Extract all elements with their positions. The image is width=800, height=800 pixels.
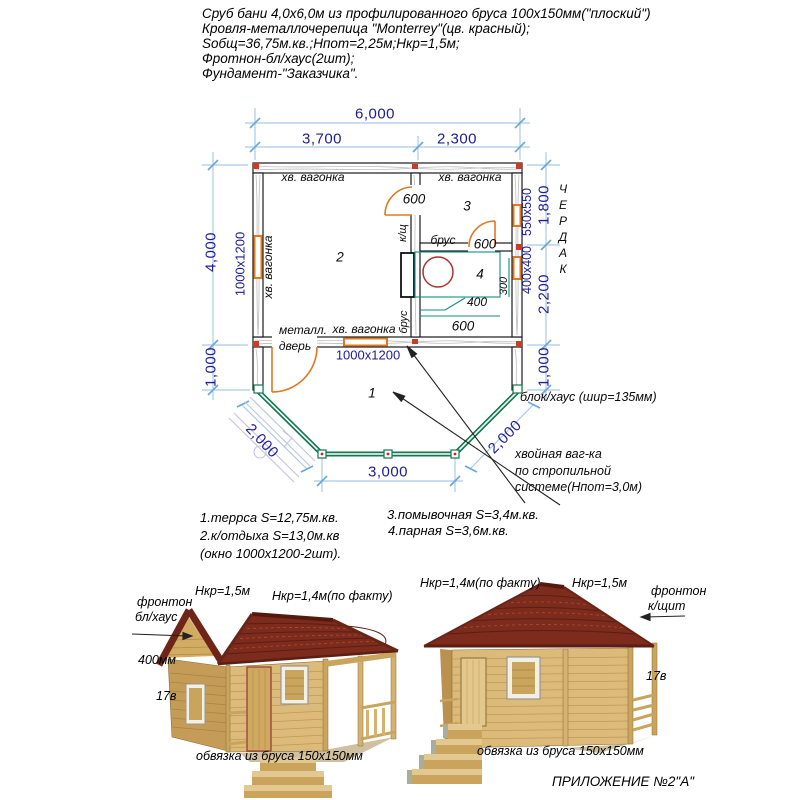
dim-side: 4,000 xyxy=(202,231,220,273)
legend-item-window-note: (окно 1000х1200-2шт). xyxy=(200,546,342,561)
left-view-hkr15-label: Нкр=1,5м xyxy=(195,584,251,598)
legend-item-rest-room: 2.к/отдыха S=13,0м.кв xyxy=(200,528,340,543)
dim-300-stove: 300 xyxy=(498,276,510,296)
right-view-17v-label: 17в xyxy=(646,669,667,683)
paneling-label-top-left: хв. вагонка xyxy=(281,170,345,184)
right-view-hkr14-label: Нкр=1,4м(по факту) xyxy=(420,576,541,590)
paneling-label-top-right: хв. вагонка xyxy=(438,170,502,184)
window-label-bottom: 1000х1200 xyxy=(335,347,401,363)
paneling-label-bottom: хв. вагонка xyxy=(332,322,396,336)
legend-item-terrace: 1.террса S=12,75м.кв. xyxy=(200,510,339,525)
left-view-blockhouse-label: бл/хаус xyxy=(135,610,178,624)
dim-right-bottom: 1,000 xyxy=(535,346,553,388)
blockhouse-note: блок/хаус (шир=135мм) xyxy=(520,390,657,404)
dim-chamfer-left: 2,000 xyxy=(242,420,282,462)
title-line: Фундамент-"Заказчика". xyxy=(202,66,359,81)
metal-label: металл. xyxy=(278,323,328,337)
door-word-label: дверь xyxy=(278,339,312,353)
room-number-4: 4 xyxy=(476,266,484,282)
dim-chamfer-right: 2,000 xyxy=(484,416,526,458)
dim-bottom: 3,000 xyxy=(367,463,409,481)
dim-left-span: 3,700 xyxy=(301,130,343,148)
right-view-shield-label: к/щит xyxy=(648,599,686,613)
legend-item-steam: 4.парная S=3,6м.кв. xyxy=(388,523,509,538)
title-line: Sобщ=36,75м.кв.;Нпот=2,25м;Нкр=1,5м; xyxy=(202,36,460,51)
door-width-right: 600 xyxy=(473,236,497,252)
brus-label-h: брус xyxy=(430,233,456,247)
room-number-2: 2 xyxy=(336,249,344,265)
dim-right-mid: 2,200 xyxy=(535,273,553,315)
window-label-left: 1000х1200 xyxy=(232,231,248,297)
room-number-1: 1 xyxy=(368,385,376,401)
rafter-note-line: по стропильной xyxy=(515,463,611,478)
dim-right-span: 2,300 xyxy=(436,130,478,148)
window-label-400: 400х400 xyxy=(520,246,534,294)
right-view-hkr15-label: Нкр=1,5м xyxy=(572,576,628,590)
stove xyxy=(401,253,453,297)
attic-label: ЧЕРДАК xyxy=(556,182,570,278)
left-view-obvyazka-label: обвязка из бруса 150х150мм xyxy=(196,749,363,763)
right-view-obvyazka-label: обвязка из бруса 150х150мм xyxy=(477,744,644,758)
terrace-balustrade xyxy=(254,385,522,458)
dim-right-top: 1,800 xyxy=(535,184,553,226)
title-line: Фротнон-бл/хаус(2шт); xyxy=(202,51,355,66)
paneling-label-left: хв. вагонка xyxy=(261,235,275,299)
rafter-note-line: хвойная ваг-ка xyxy=(515,447,602,461)
room-number-3: 3 xyxy=(463,198,471,214)
left-view-hkr14-label: Нкр=1,4м(по факту) xyxy=(272,589,393,603)
legend-item-washing: 3.помывочная S=3,4м.кв. xyxy=(387,507,539,522)
dim-side-terrace: 1,000 xyxy=(202,346,220,388)
door-width-top: 600 xyxy=(402,191,426,207)
rafter-note xyxy=(515,446,642,496)
brus-label-v: брус xyxy=(398,310,410,334)
title-line: Сруб бани 4,0х6,0м из профилированного бруса 100х150мм("плоский") xyxy=(202,6,651,21)
dim-400-stove: 400 xyxy=(466,295,488,309)
left-view-17v-label: 17в xyxy=(156,689,177,703)
right-view-fronton-label: фронтон xyxy=(651,584,707,598)
house-left xyxy=(159,610,398,798)
title-block xyxy=(202,6,651,81)
appendix-label: ПРИЛОЖЕНИЕ №2"А" xyxy=(552,774,695,789)
kshch-label: к/щ xyxy=(397,224,409,242)
window-label-550: 550х550 xyxy=(520,188,534,236)
dim-600-bottom: 600 xyxy=(451,318,475,334)
dim-total-width: 6,000 xyxy=(354,105,396,123)
corner-marks xyxy=(253,163,522,347)
left-view-fronton-label: фронтон xyxy=(137,595,193,609)
title-line: Кровля-металлочерепица "Monterrey"(цв. красный); xyxy=(202,21,531,36)
left-view-400mm-label: 400мм xyxy=(138,653,176,667)
rafter-note-line: системе(Нпот=3,0м) xyxy=(515,480,643,494)
